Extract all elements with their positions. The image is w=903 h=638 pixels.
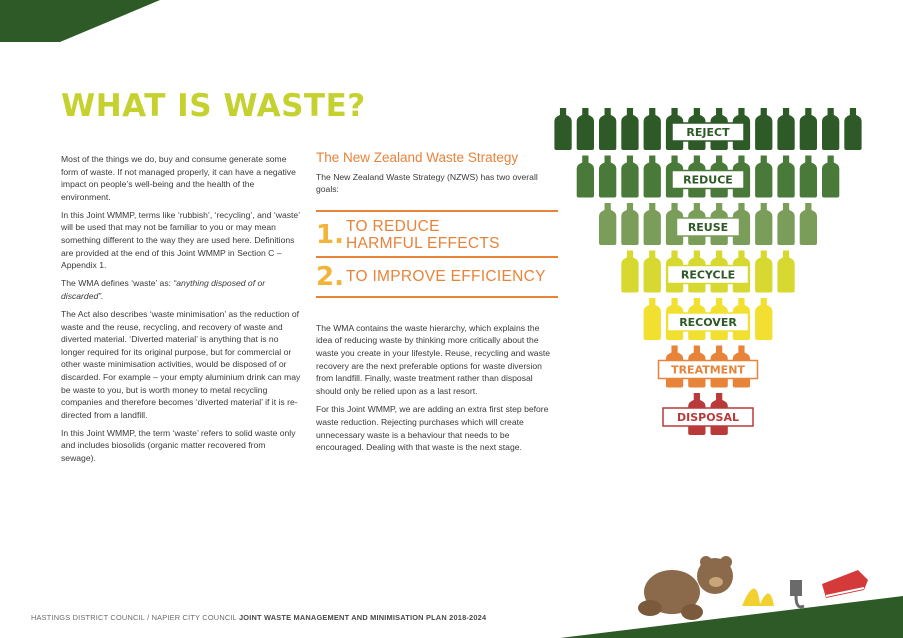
ground-illustration xyxy=(560,552,903,638)
hierarchy-label-recycle: RECYCLE xyxy=(680,268,736,282)
bottle-icon xyxy=(822,108,839,150)
hierarchy-label-reject: REJECT xyxy=(686,126,730,139)
goal-number: 2. xyxy=(316,261,344,292)
goal-item xyxy=(316,258,558,296)
paragraph: In this Joint WMMP, the term ‘waste’ refers to solid waste only and includes biosolids (organic matter recovered from sewage). xyxy=(61,427,296,464)
footer-org: HASTINGS DISTRICT COUNCIL / NAPIER CITY COUNCIL xyxy=(31,613,239,622)
bottle-icon xyxy=(800,156,817,198)
hierarchy-label-disposal: DISPOSAL xyxy=(676,411,740,424)
goal-item xyxy=(316,212,558,256)
hierarchy-label-treatment: TREATMENT xyxy=(671,363,745,377)
bottle-icon xyxy=(644,203,661,245)
divider xyxy=(316,296,558,298)
bottle-icon xyxy=(755,156,772,198)
bottle-icon xyxy=(777,251,794,293)
bottle-icon xyxy=(755,298,772,340)
left-column xyxy=(61,153,301,470)
goal-number: 1. xyxy=(316,219,344,250)
bottle-icon xyxy=(644,108,661,150)
footer-plan-title: JOINT WASTE MANAGEMENT AND MINIMISATION PLAN 2018-2024 xyxy=(238,613,487,622)
goal-text: TO IMPROVE EFFICIENCY xyxy=(346,267,546,285)
bottle-icon xyxy=(577,156,594,198)
footer xyxy=(31,613,486,622)
bottle-icon xyxy=(621,251,638,293)
bottle-icon xyxy=(554,108,571,150)
banana-peel-icon xyxy=(742,588,774,606)
bottle-icon xyxy=(777,156,794,198)
bottle-icon xyxy=(621,108,638,150)
goal-line: TO REDUCE xyxy=(346,217,440,235)
bottle-icon xyxy=(755,108,772,150)
definition-quote: “anything disposed of or discarded”. xyxy=(61,278,266,301)
bottle-icon xyxy=(599,203,616,245)
hierarchy-label-reduce: REDUCE xyxy=(683,173,733,187)
bottle-icon xyxy=(777,203,794,245)
paragraph: Most of the things we do, buy and consume generate some form of waste. If not managed properly, it can have a negative impact on people’s well-being and the health of the environment. xyxy=(61,154,296,202)
middle-column xyxy=(316,152,558,454)
bottle-icon xyxy=(755,203,772,245)
teddy-bear-icon xyxy=(638,556,733,620)
bottle-icon xyxy=(599,156,616,198)
corner-decoration xyxy=(0,0,170,45)
goal-line: HARMFUL EFFECTS xyxy=(346,234,500,252)
paragraph: The Act also describes ‘waste minimisation’ as the reduction of waste and the reuse, recycling, and recovery of waste and diverted material. ‘Diverted material’ is anything that is no longer required for its original purpose, but for commercial or other waste minimisation activities, would be disposed of or discarded. For example – your empty aluminium drink can may be waste to you, but is worth money to metal recycling companies and therefore becomes ‘diverted material’ if it is re-directed from a landfill. xyxy=(61,309,301,420)
bottle-icon xyxy=(644,156,661,198)
paragraph: The New Zealand Waste Strategy (NZWS) has two overall goals: xyxy=(316,171,538,195)
bottle-icon xyxy=(844,108,861,150)
shoe-icon xyxy=(822,570,868,598)
section-heading: The New Zealand Waste Strategy xyxy=(316,150,519,165)
bottle-icon xyxy=(822,156,839,198)
bottle-icon xyxy=(777,108,794,150)
goal-text xyxy=(346,218,500,252)
paragraph xyxy=(61,277,301,302)
bottle-icon xyxy=(644,298,661,340)
paragraph: The WMA contains the waste hierarchy, which explains the idea of reducing waste by thinking more critically about the waste you create in your lifestyle. Reuse, recycling and waste recovery are the next preferable options for waste diversion from landfill. Finally, waste treatment rather than disposal should only be relied upon as a last resort. xyxy=(316,322,551,396)
bottle-icon xyxy=(800,108,817,150)
hierarchy-label-reuse: REUSE xyxy=(687,221,729,234)
bottle-icon xyxy=(644,251,661,293)
bottle-icon xyxy=(621,203,638,245)
bottle-icon xyxy=(599,108,616,150)
paragraph: In this Joint WMMP, terms like ‘rubbish’, ‘recycling’, and ‘waste’ will be used that may not be familiar to you or may mean something different to the way they are used here. Definitions are provided at the end of this Joint WMMP in Section C – Appendix 1. xyxy=(61,209,300,271)
definition-lead: The WMA defines ‘waste’ as: xyxy=(61,278,174,289)
hierarchy-label-recover: RECOVER xyxy=(679,316,737,329)
page-title: WHAT IS WASTE? xyxy=(61,88,366,124)
paragraph: For this Joint WMMP, we are adding an extra first step before waste reduction. Rejecting purchases which will create unnecessary waste is a behaviour that needs to be encouraged. Dealing with that waste is the next stage. xyxy=(316,404,549,453)
bottle-icon xyxy=(755,251,772,293)
plug-icon xyxy=(790,580,804,607)
bottle-icon xyxy=(577,108,594,150)
bottle-icon xyxy=(621,156,638,198)
waste-hierarchy-graphic xyxy=(548,108,868,443)
bottle-icon xyxy=(800,203,817,245)
